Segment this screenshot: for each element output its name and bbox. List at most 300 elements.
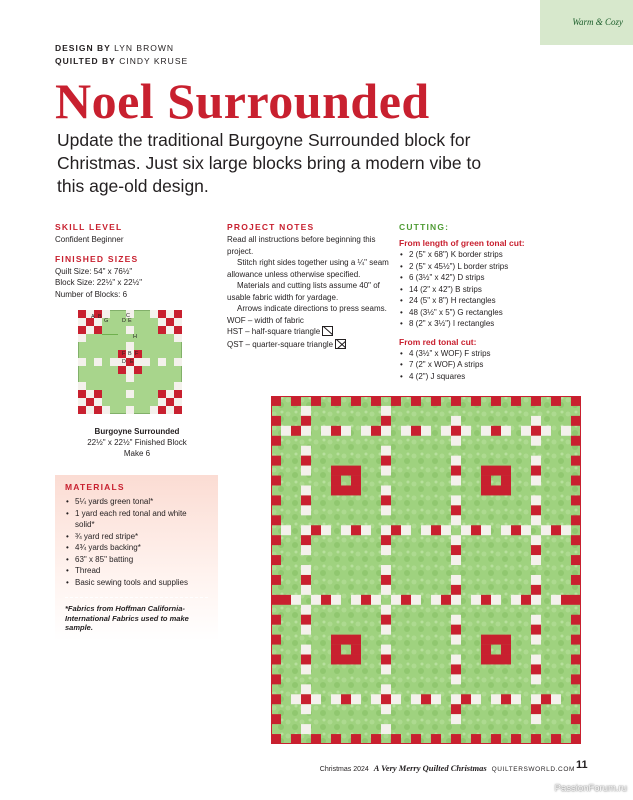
quilt-white-square [531,655,541,665]
block-piece [166,406,174,414]
quilt-white-square [301,505,311,515]
block-piece [78,390,86,398]
quilt-border-square [491,734,501,744]
quilt-white-square [401,426,411,436]
quilt-white-square [281,426,291,436]
list-item: • 4 (2") J squares [399,371,579,383]
block-piece [174,382,182,390]
label-h: H [133,334,137,340]
quilt-border-square [571,495,581,505]
quilt-center-nine-patch [481,655,491,665]
quilt-center-nine-patch [481,485,491,495]
block-piece [174,398,182,406]
list-item: • 48 (3½" x 5") G rectangles [399,307,579,319]
quilt-border-square [551,734,561,744]
quilt-red-square [281,595,291,605]
quilt-red-square [351,525,361,535]
quilt-white-square [431,595,441,605]
quilt-center-nine-patch [481,466,491,476]
list-item: • 2 (5" x 68") K border strips [399,249,579,261]
quilt-center-nine-patch [351,655,361,665]
quilt-border-square [551,396,561,406]
quilt-white-square [451,456,461,466]
block-piece [78,334,86,342]
quilt-border-square [311,396,321,406]
quilt-red-square [451,585,461,595]
quilt-white-square [531,476,541,486]
quilt-red-square [361,595,371,605]
quilt-white-square [501,525,511,535]
block-piece [126,366,134,374]
block-piece [134,366,142,374]
quilt-border-square [571,615,581,625]
quilt-red-square [451,466,461,476]
block-piece [118,366,126,374]
skill-level-heading: SKILL LEVEL [55,222,123,232]
quilt-white-square [391,694,401,704]
quilt-white-square [381,625,391,635]
label-d: D [122,318,126,324]
quilt-border-square [291,396,301,406]
section-tab [540,0,633,45]
quilt-white-square [301,724,311,734]
quilt-border-square [271,694,281,704]
block-piece [86,398,94,406]
block-piece [174,358,182,366]
quilt-red-square [531,704,541,714]
quilt-white-square [311,694,321,704]
quilt-red-square [321,595,331,605]
quilt-red-square [411,426,421,436]
quilt-white-square [451,436,461,446]
hst-icon [322,326,333,336]
quilt-white-square [551,694,561,704]
page-number: 11 [576,759,588,771]
quilt-center-nine-patch [351,645,361,655]
quilt-red-square [461,694,471,704]
quilt-red-square [531,664,541,674]
quilted-credit-label: QUILTED BY [55,56,116,66]
quilt-white-square [291,694,301,704]
label-f2: F [135,351,139,357]
quilt-center-nine-patch [341,635,351,645]
label-g: G [104,318,109,324]
red-cut-list [399,348,579,383]
quilt-red-square [381,416,391,426]
quilt-red-square [511,525,521,535]
label-d2: D [122,359,126,365]
block-piece [102,406,110,414]
list-item: • 4¾ yards backing* [65,542,208,554]
quilt-white-square [371,694,381,704]
quilt-white-square [291,595,301,605]
list-item: • 2 (5" x 45½") L border strips [399,261,579,273]
quilt-red-square [381,535,391,545]
quilt-white-square [471,595,481,605]
block-piece [158,406,166,414]
quilt-white-square [381,545,391,555]
block-piece [158,326,166,334]
quilt-red-square [561,595,571,605]
quilt-white-square [391,595,401,605]
quilt-center-nine-patch [351,635,361,645]
qst-icon [335,339,346,349]
quilt-border-square [271,495,281,505]
quilt-border-square [311,734,321,744]
quilt-white-square [421,426,431,436]
quilt-center-nine-patch [341,485,351,495]
quilt-red-square [391,525,401,535]
quilt-border-square [271,436,281,446]
quilt-red-square [451,426,461,436]
quilt-red-square [341,694,351,704]
quilt-white-square [531,694,541,704]
quilt-border-square [531,734,541,744]
section-tab-label: Warm & Cozy [572,17,623,27]
quilt-border-square [491,396,501,406]
quilt-border-square [391,396,401,406]
quilt-border-square [471,734,481,744]
quilt-center-nine-patch [501,466,511,476]
block-piece [166,398,174,406]
quilt-size: Quilt Size: 54" x 76½" [55,266,133,276]
block-piece [78,310,86,318]
quilt-red-square [541,694,551,704]
quilt-white-square [411,595,421,605]
block-piece [78,326,86,334]
note-hst: HST – half-square triangle [227,327,321,336]
quilt-white-square [381,505,391,515]
quilt-white-square [441,426,451,436]
quilt-border-square [271,655,281,665]
quilt-border-square [571,714,581,724]
quilt-red-square [311,525,321,535]
quilt-red-square [381,694,391,704]
quilt-border-square [271,674,281,684]
quilt-red-square [451,545,461,555]
block-piece [126,390,134,398]
quilt-white-square [381,605,391,615]
quilt-border-square [511,734,521,744]
quilt-white-square [381,525,391,535]
quilt-border-square [531,396,541,406]
list-item: • 24 (5" x 8") H rectangles [399,295,579,307]
quilt-border-square [391,734,401,744]
quilt-white-square [451,535,461,545]
quilt-white-square [531,595,541,605]
block-piece [166,318,174,326]
quilt-border-square [271,714,281,724]
block-piece [174,334,182,342]
quilt-red-square [301,575,311,585]
quilt-white-square [301,605,311,615]
quilt-white-square [481,525,491,535]
quilt-white-square [451,635,461,645]
quilt-white-square [451,416,461,426]
quilt-white-square [381,724,391,734]
quilt-white-square [381,684,391,694]
list-item: • 14 (2" x 42") B strips [399,284,579,296]
quilt-white-square [351,694,361,704]
footer [320,763,575,773]
quilt-border-square [271,575,281,585]
quilt-white-square [301,466,311,476]
quilt-white-square [381,485,391,495]
quilt-white-square [311,595,321,605]
quilt-border-square [271,555,281,565]
note-seam: Stitch right sides together using a ¼" seam allowance unless otherwise specified. [227,258,389,279]
quilt-white-square [301,664,311,674]
quilt-border-square [371,734,381,744]
quilt-border-square [571,734,581,744]
project-notes-heading: PROJECT NOTES [227,222,315,232]
block-piece [78,318,86,326]
quilt-center-nine-patch [331,466,341,476]
block-piece [134,358,142,366]
quilt-white-square [451,595,461,605]
left-column [55,222,220,300]
quilt-border-square [571,416,581,426]
quilt-red-square [491,426,501,436]
quilt-white-square [411,694,421,704]
quilt-red-square [451,664,461,674]
block-piece [150,406,158,414]
quilt-white-square [341,426,351,436]
quilt-white-square [451,515,461,525]
block-piece [174,406,182,414]
quilt-white-square [431,694,441,704]
quilt-white-square [531,635,541,645]
quilt-white-square [521,525,531,535]
quilt-red-square [381,495,391,505]
quilt-red-square [531,426,541,436]
cutting [399,222,579,382]
quilt-white-square [381,585,391,595]
quilt-center-nine-patch [491,466,501,476]
quilt-white-square [451,694,461,704]
quilt-red-square [481,595,491,605]
block-diagram [78,310,182,414]
quilt-center-nine-patch [331,645,341,655]
quilt-border-square [431,396,441,406]
quilt-center-nine-patch [351,466,361,476]
quilt-white-square [531,515,541,525]
quilt-border-square [291,734,301,744]
quilt-white-square [531,436,541,446]
label-c: C [126,313,130,319]
footer-site: QUILTERSWORLD.COM [491,766,575,773]
block-piece [94,390,102,398]
quilt-border-square [571,655,581,665]
block-piece [94,326,102,334]
label-e2: E [130,359,134,365]
quilt-border-square [371,396,381,406]
quilt-white-square [451,655,461,665]
block-piece [158,310,166,318]
label-f1: F [122,351,126,357]
quilt-border-square [571,595,581,605]
block-caption-make: Make 6 [123,449,151,458]
note-arrows: Arrows indicate directions to press seams. [237,304,387,313]
quilt-white-square [531,495,541,505]
quilt-red-square [451,704,461,714]
quilt-border-square [571,555,581,565]
quilt-red-square [421,694,431,704]
quilt-white-square [551,595,561,605]
quilt-border-square [271,595,281,605]
quilt-red-square [381,655,391,665]
quilt-white-square [531,674,541,684]
quilt-white-square [341,525,351,535]
quilt-white-square [331,595,341,605]
quilt-border-square [271,456,281,466]
quilt-red-square [331,426,341,436]
footer-issue: Christmas 2024 [319,766,369,773]
quilt-white-square [521,426,531,436]
quilt-center-nine-patch [331,635,341,645]
quilt-white-square [301,525,311,535]
quilt-border-square [271,535,281,545]
quilt-center-nine-patch [341,466,351,476]
block-piece [102,310,110,318]
materials-list [65,496,208,588]
quilt-white-square [301,684,311,694]
quilt-white-square [301,426,311,436]
block-piece [166,326,174,334]
block-piece [150,310,158,318]
quilt-white-square [381,426,391,436]
quilt-white-square [561,525,571,535]
quilt-border-square [331,396,341,406]
quilt-white-square [531,456,541,466]
quilt-center-nine-patch [501,635,511,645]
fabric-note: *Fabrics from Hoffman California-International Fabrics used to make sample. [65,604,189,632]
quilt-white-square [451,555,461,565]
quilt-white-square [481,426,491,436]
quilt-white-square [511,694,521,704]
quilt-border-square [571,436,581,446]
quilt-center-nine-patch [501,485,511,495]
label-e: E [128,318,132,324]
quilt-center-nine-patch [501,655,511,665]
block-piece [158,390,166,398]
quilt-red-square [301,535,311,545]
cutting-heading: CUTTING: [399,222,450,232]
note-read: Read all instructions before beginning this project. [227,235,376,256]
quilt-border-square [431,734,441,744]
quilt-red-square [371,426,381,436]
label-a: A [91,314,95,320]
quilt-white-square [401,525,411,535]
quilt-red-square [291,426,301,436]
block-piece [166,390,174,398]
block-size: Block Size: 22½" x 22½" [55,278,143,287]
block-piece [174,310,182,318]
block-piece [174,326,182,334]
block-piece [78,398,86,406]
quilt-white-square [381,466,391,476]
label-b2: B [128,351,132,357]
footer-magazine: A Very Merry Quilted Christmas [373,763,487,773]
block-piece [110,358,118,366]
block-piece [86,390,94,398]
materials-box [55,475,218,641]
quilt-red-square [441,595,451,605]
list-item: • 6 (3½" x 42") D strips [399,272,579,284]
quilt-center-nine-patch [331,476,341,486]
quilt-center-nine-patch [351,485,361,495]
quilt-white-square [471,694,481,704]
quilt-center-nine-patch [331,655,341,665]
quilt-white-square [561,426,571,436]
designer-name: LYN BROWN [114,43,174,53]
list-item: • Basic sewing tools and supplies [65,577,208,589]
block-piece [174,390,182,398]
quilt-white-square [531,714,541,724]
materials-heading: MATERIALS [65,482,125,492]
quilt-white-square [381,406,391,416]
quilt-border-square [571,635,581,645]
quilt-border-square [451,734,461,744]
quilt-white-square [451,615,461,625]
quilted-credit [55,55,188,68]
project-notes [227,222,392,350]
quilt-border-square [271,615,281,625]
quilt-center-nine-patch [351,476,361,486]
quilt-border-square [271,476,281,486]
quilt-border-square [271,416,281,426]
quilt-white-square [301,406,311,416]
finished-sizes-heading: FINISHED SIZES [55,253,139,264]
quilt-border-square [351,396,361,406]
list-item: • Thread [65,565,208,577]
list-item: • 7 (2" x WOF) A strips [399,359,579,371]
quilt-white-square [491,694,501,704]
quilt-center-nine-patch [501,645,511,655]
quilt-white-square [321,426,331,436]
quilt-border-square [351,734,361,744]
quilt-white-square [491,595,501,605]
block-caption-size: 22½" x 22½" Finished Block [87,438,187,447]
quilt-red-square [451,625,461,635]
quilt-border-square [331,734,341,744]
quilt-white-square [381,645,391,655]
quilt-center-nine-patch [481,635,491,645]
list-item: • 63" x 85" batting [65,554,208,566]
quilt-white-square [441,525,451,535]
block-piece [174,318,182,326]
quilt-red-square [531,466,541,476]
green-cut-list [399,249,579,330]
quilt-red-square [501,694,511,704]
quilt-white-square [531,555,541,565]
green-cut-heading: From length of green tonal cut: [399,238,525,248]
block-piece [126,326,134,334]
quilt-red-square [401,595,411,605]
quilt-red-square [531,505,541,515]
quilt-red-square [381,615,391,625]
quilt-red-square [301,615,311,625]
quilt-red-square [451,505,461,515]
note-qst: QST – quarter-square triangle [227,339,334,349]
quilt-white-square [301,485,311,495]
watermark: PassionForum.ru [554,783,627,794]
note-yardage: Materials and cutting lists assume 40" of usable fabric width for yardage. [227,281,380,302]
quilt-red-square [381,456,391,466]
block-piece [126,374,134,382]
list-item: • 5¼ yards green tonal* [65,496,208,508]
quilt-red-square [301,416,311,426]
